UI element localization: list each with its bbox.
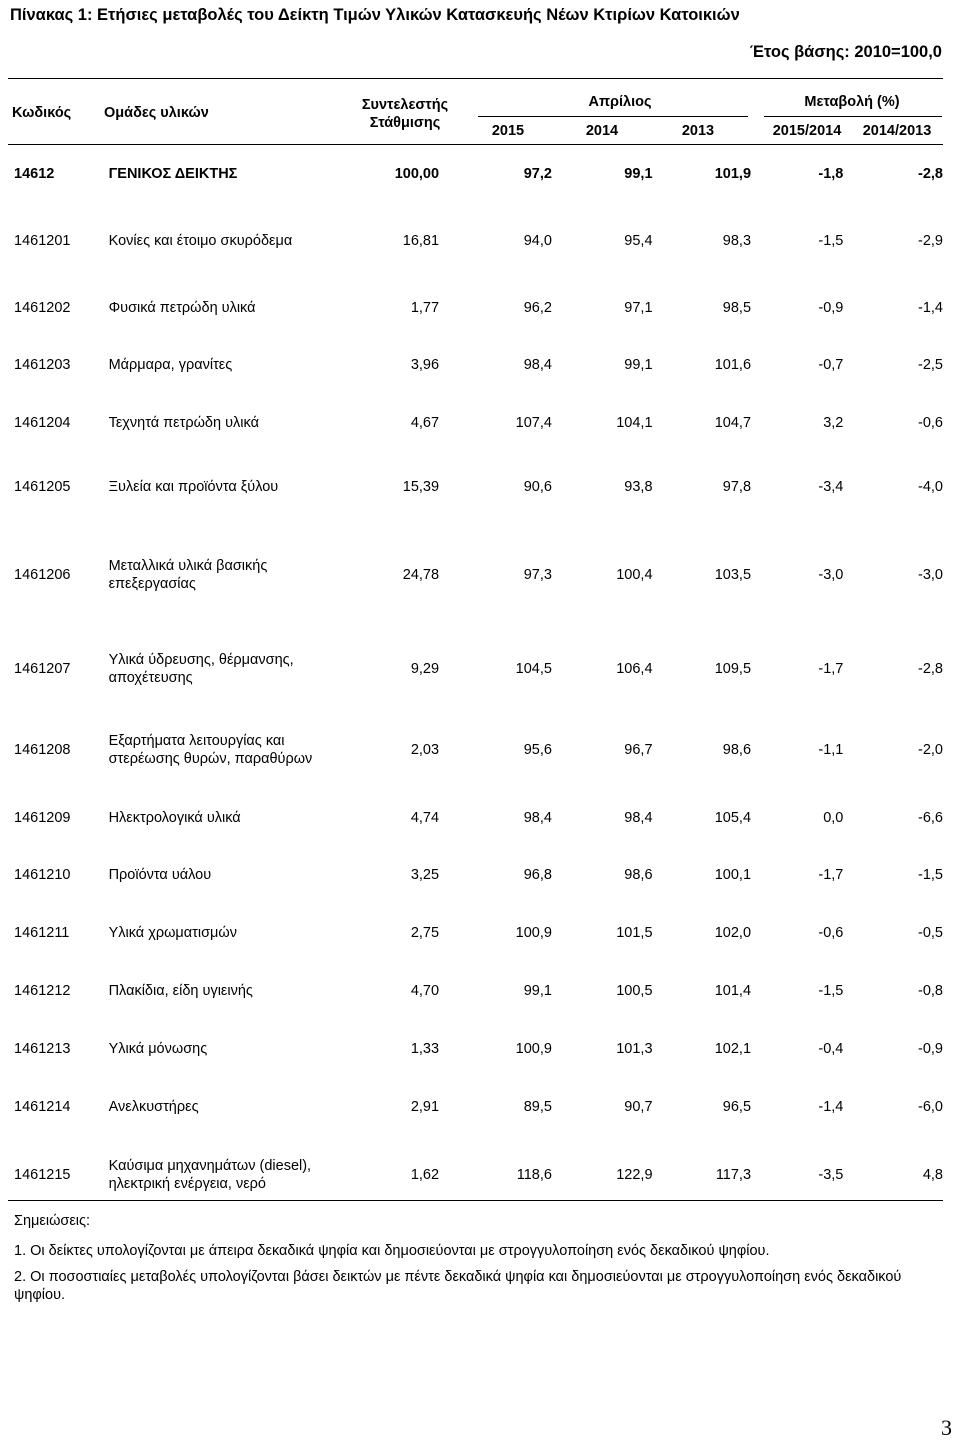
row-weight: 9,29 (410, 661, 440, 677)
row-name (109, 394, 386, 452)
row-value-2014: 122,9 (616, 1167, 653, 1183)
row-weight: 2,75 (410, 925, 440, 941)
header-weight-line2: Στάθμισης (369, 115, 441, 131)
row-value-2014: 97,1 (624, 300, 653, 316)
row-value-2013: 102,0 (714, 925, 752, 941)
table-row (8, 1136, 943, 1214)
row-value-2015: 96,8 (523, 867, 552, 883)
row-name (109, 904, 386, 962)
note-2: 2. Οι ποσοστιαίες μεταβολές υπολογίζονται βάσει δεικτών με πέντε δεκαδικά ψηφία και δημοσιεύονται με στρογγυλοποίηση ενός δεκαδικού ψηφίου. (14, 1269, 902, 1303)
row-change-2015-2014: -0,6 (818, 925, 844, 941)
row-value-2015: 97,3 (523, 567, 552, 583)
row-name (109, 710, 386, 790)
table-row (8, 336, 943, 394)
row-change-2014-2013: -3,0 (918, 567, 943, 583)
row-value-2013: 98,3 (722, 233, 752, 249)
row-name (109, 1078, 386, 1136)
row-code: 1461202 (14, 300, 71, 316)
row-change-2015-2014: -1,4 (818, 1099, 844, 1115)
row-value-2014: 95,4 (624, 233, 653, 249)
header-bottom-rule (8, 144, 943, 145)
row-weight: 2,03 (410, 742, 440, 758)
row-change-2014-2013: -2,0 (918, 742, 943, 758)
row-name-line1: ΓΕΝΙΚΟΣ ΔΕΙΚΤΗΣ (108, 166, 238, 182)
row-change-2015-2014: -0,7 (818, 357, 844, 373)
row-code: 1461207 (14, 661, 71, 677)
row-value-2013: 100,1 (714, 867, 752, 883)
row-value-2015: 99,1 (523, 983, 552, 999)
notes-label: Σημειώσεις: (14, 1213, 91, 1229)
row-code: 1461213 (14, 1041, 71, 1057)
page-number: 3 (941, 1415, 952, 1440)
note-1: 1. Οι δείκτες υπολογίζονται με άπειρα δεκαδικά ψηφία και δημοσιεύονται με στρογγυλοποίηση ενός δεκαδικού ψηφίου. (14, 1243, 770, 1259)
table-row (8, 904, 943, 962)
row-value-2014: 99,1 (624, 166, 653, 182)
row-value-2015: 118,6 (516, 1167, 552, 1183)
row-name-line1: Εξαρτήματα λειτουργίας και (108, 733, 285, 749)
row-change-2014-2013: -2,9 (918, 233, 943, 249)
row-weight: 1,33 (410, 1041, 440, 1057)
row-name (109, 202, 386, 280)
row-weight: 1,77 (410, 300, 440, 316)
row-code: 1461205 (14, 479, 71, 495)
row-name-line2: αποχέτευσης (108, 670, 193, 686)
row-weight: 100,00 (394, 166, 440, 182)
row-value-2015: 107,4 (515, 415, 552, 431)
row-value-2013: 96,5 (722, 1099, 752, 1115)
notes (14, 1212, 914, 1312)
row-name-line1: Υλικά μόνωσης (108, 1041, 208, 1057)
row-name-line1: Μεταλλικά υλικά βασικής (108, 558, 268, 574)
row-code: 1461204 (14, 415, 71, 431)
header-group: Ομάδες υλικών (104, 105, 209, 121)
row-change-2015-2014: -1,5 (818, 233, 844, 249)
row-value-2015: 100,9 (515, 925, 552, 941)
page-title: Πίνακας 1: Ετήσιες μεταβολές του Δείκτη Τιμών Υλικών Κατασκευής Νέων Κτιρίων Κατοικιών (10, 6, 740, 24)
row-value-2013: 105,4 (714, 810, 752, 826)
row-weight: 16,81 (402, 233, 440, 249)
row-name-line2: ηλεκτρική ενέργεια, νερό (108, 1176, 266, 1192)
row-value-2014: 101,5 (616, 925, 653, 941)
table-row (8, 394, 943, 452)
row-name-line2: στερέωσης θυρών, παραθύρων (108, 751, 313, 767)
row-name (109, 846, 386, 904)
row-name (109, 962, 386, 1020)
header-2014: 2014 (585, 123, 619, 139)
row-code: 1461203 (14, 357, 71, 373)
header-code: Κωδικός (12, 105, 72, 121)
row-value-2013: 117,3 (715, 1167, 752, 1183)
row-weight: 15,39 (402, 479, 440, 495)
row-value-2015: 89,5 (523, 1099, 552, 1115)
row-name-line1: Προϊόντα υάλου (108, 867, 212, 883)
row-value-2015: 95,6 (523, 742, 552, 758)
row-name-line1: Φυσικά πετρώδη υλικά (108, 300, 256, 316)
row-value-2015: 90,6 (523, 479, 552, 495)
row-value-2014: 98,6 (624, 867, 653, 883)
row-name-line1: Τεχνητά πετρώδη υλικά (108, 415, 259, 431)
row-code: 1461208 (14, 742, 71, 758)
row-code: 1461201 (14, 233, 71, 249)
header-change-2015-2014: 2015/2014 (772, 123, 842, 139)
row-name-line1: Καύσιμα μηχανημάτων (diesel), (108, 1158, 312, 1174)
row-change-2014-2013: -0,9 (918, 1041, 943, 1057)
row-change-2014-2013: -1,4 (918, 300, 943, 316)
row-change-2015-2014: -1,1 (818, 742, 844, 758)
row-name-line1: Ξυλεία και προϊόντα ξύλου (108, 479, 279, 495)
row-name-line1: Μάρμαρα, γρανίτες (108, 357, 233, 373)
april-rule (478, 116, 748, 117)
row-weight: 2,91 (410, 1099, 440, 1115)
row-value-2013: 98,6 (722, 742, 752, 758)
row-change-2015-2014: -3,5 (818, 1167, 844, 1183)
row-value-2015: 96,2 (523, 300, 552, 316)
table-row (8, 280, 943, 336)
row-value-2013: 102,1 (714, 1041, 752, 1057)
header-top-rule (8, 78, 943, 79)
row-value-2014: 93,8 (624, 479, 653, 495)
row-value-2014: 104,1 (616, 415, 653, 431)
row-value-2014: 96,7 (624, 742, 653, 758)
row-name (109, 280, 386, 336)
table-row (8, 1078, 943, 1136)
table-row (8, 1020, 943, 1078)
header-2015: 2015 (491, 123, 525, 139)
row-name-line1: Υλικά ύδρευσης, θέρμανσης, (108, 652, 294, 668)
row-name (109, 146, 386, 202)
row-value-2013: 98,5 (722, 300, 752, 316)
row-value-2014: 100,4 (616, 567, 653, 583)
row-value-2015: 100,9 (515, 1041, 552, 1057)
row-change-2014-2013: -4,0 (918, 479, 943, 495)
table-row (8, 452, 943, 522)
row-change-2015-2014: 0,0 (823, 810, 844, 826)
row-code: 1461211 (14, 925, 70, 941)
table-row (8, 962, 943, 1020)
row-name-line2: επεξεργασίας (108, 576, 196, 592)
row-change-2015-2014: -0,9 (818, 300, 844, 316)
row-change-2014-2013: -1,5 (918, 867, 943, 883)
row-change-2014-2013: -2,8 (918, 166, 943, 182)
table-row (8, 790, 943, 846)
row-code: 1461212 (14, 983, 71, 999)
row-weight: 24,78 (402, 567, 440, 583)
row-name-line1: Κονίες και έτοιμο σκυρόδεμα (108, 233, 293, 249)
row-name (109, 522, 386, 628)
row-weight: 3,25 (410, 867, 440, 883)
header-april: Απρίλιος (588, 94, 652, 110)
row-value-2013: 97,8 (722, 479, 752, 495)
row-change-2014-2013: 4,8 (922, 1167, 943, 1183)
row-change-2015-2014: -3,0 (818, 567, 844, 583)
row-change-2014-2013: -6,6 (918, 810, 943, 826)
table-bottom-rule (8, 1200, 943, 1201)
data-table (8, 146, 943, 1214)
row-name (109, 628, 386, 710)
table-row (8, 202, 943, 280)
row-code: 14612 (14, 166, 55, 182)
table-row (8, 146, 943, 202)
row-code: 1461209 (14, 810, 71, 826)
row-change-2015-2014: -1,8 (818, 166, 844, 182)
row-weight: 4,74 (410, 810, 440, 826)
row-change-2015-2014: -3,4 (818, 479, 844, 495)
header-change-2014-2013: 2014/2013 (862, 123, 932, 139)
row-value-2014: 100,5 (616, 983, 653, 999)
row-name-line1: Πλακίδια, είδη υγιεινής (108, 983, 253, 999)
table-row (8, 628, 943, 710)
row-weight: 1,62 (410, 1167, 440, 1183)
row-name (109, 336, 386, 394)
change-rule (764, 116, 942, 117)
row-change-2014-2013: -0,5 (918, 925, 943, 941)
row-weight: 4,67 (410, 415, 440, 431)
row-change-2015-2014: 3,2 (823, 415, 844, 431)
row-change-2014-2013: -6,0 (918, 1099, 943, 1115)
row-value-2014: 101,3 (616, 1041, 653, 1057)
row-value-2014: 106,4 (616, 661, 653, 677)
row-value-2013: 101,9 (714, 166, 752, 182)
row-value-2015: 98,4 (523, 357, 552, 373)
row-change-2014-2013: -0,8 (918, 983, 943, 999)
data-table-body (8, 146, 943, 1214)
row-change-2014-2013: -2,8 (918, 661, 943, 677)
base-year-label: Έτος βάσης: 2010=100,0 (749, 43, 942, 61)
row-code: 1461215 (14, 1167, 71, 1183)
row-weight: 3,96 (410, 357, 440, 373)
header-change: Μεταβολή (%) (804, 94, 900, 110)
row-change-2014-2013: -2,5 (918, 357, 943, 373)
row-value-2015: 98,4 (523, 810, 552, 826)
table-row (8, 522, 943, 628)
row-change-2014-2013: -0,6 (918, 415, 943, 431)
row-name-line1: Υλικά χρωματισμών (108, 925, 237, 941)
row-code: 1461214 (14, 1099, 71, 1115)
row-value-2013: 101,4 (714, 983, 752, 999)
row-value-2014: 99,1 (624, 357, 653, 373)
row-value-2015: 104,5 (515, 661, 552, 677)
row-value-2015: 94,0 (523, 233, 552, 249)
table-row (8, 846, 943, 904)
row-value-2013: 101,6 (714, 357, 752, 373)
row-name (109, 1136, 386, 1214)
row-change-2015-2014: -1,7 (818, 661, 844, 677)
row-weight: 4,70 (410, 983, 440, 999)
row-code: 1461206 (14, 567, 71, 583)
row-change-2015-2014: -1,5 (818, 983, 844, 999)
row-name (109, 1020, 386, 1078)
row-value-2013: 104,7 (714, 415, 752, 431)
row-value-2013: 103,5 (714, 567, 752, 583)
table-row (8, 710, 943, 790)
row-value-2013: 109,5 (714, 661, 752, 677)
row-change-2015-2014: -1,7 (818, 867, 844, 883)
row-name-line1: Ηλεκτρολογικά υλικά (108, 810, 241, 826)
row-value-2014: 90,7 (624, 1099, 653, 1115)
row-change-2015-2014: -0,4 (818, 1041, 844, 1057)
header-weight-line1: Συντελεστής (361, 97, 449, 113)
row-name (109, 452, 386, 522)
row-code: 1461210 (14, 867, 71, 883)
row-name (109, 790, 386, 846)
row-value-2014: 98,4 (624, 810, 653, 826)
row-name-line1: Ανελκυστήρες (108, 1099, 199, 1115)
row-value-2015: 97,2 (523, 166, 552, 182)
header-2013: 2013 (681, 123, 715, 139)
